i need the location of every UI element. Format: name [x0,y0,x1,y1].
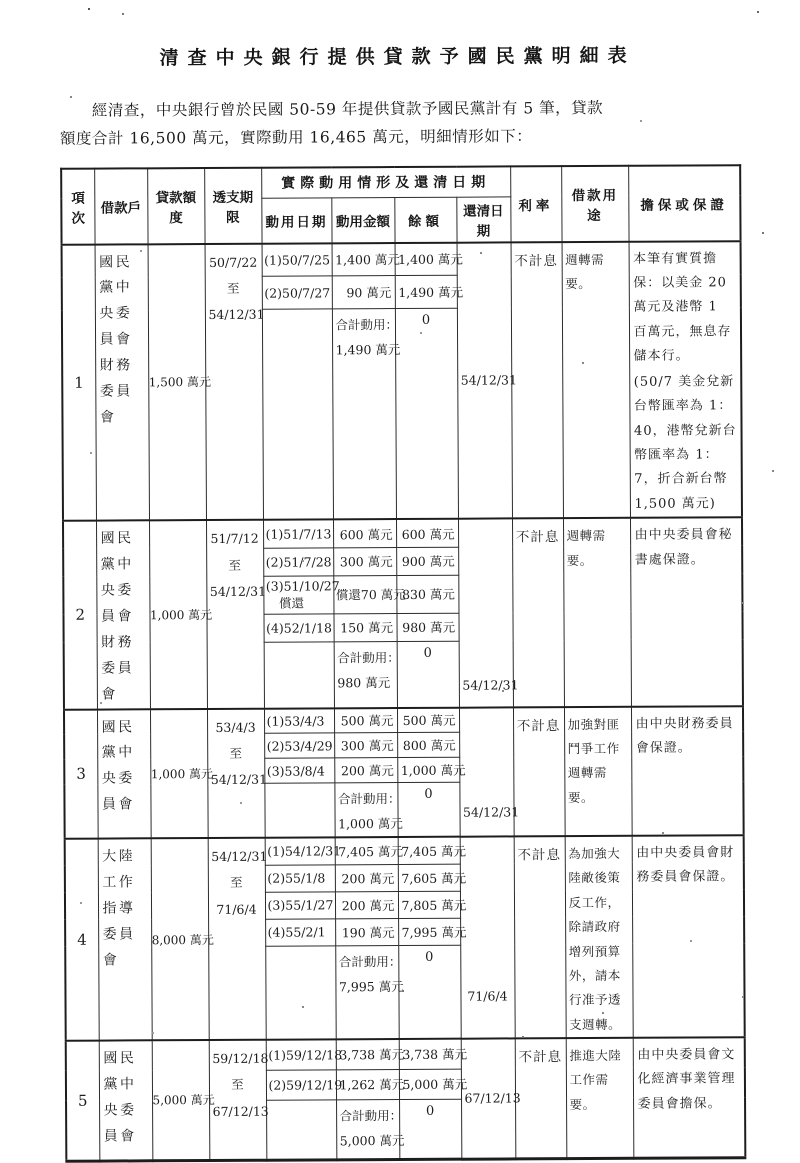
guarantee-cell: 由中央委員會文化經濟事業管理委員會擔保。 [633,1037,746,1158]
borrower-cell: 國民黨中央委員會財務委員會 [96,521,150,710]
item-no: 5 [66,1041,100,1161]
loan-record-3 [64,706,744,839]
purpose-cell: 加強對匪鬥爭工作週轉需要。 [564,706,632,836]
total-used-cell [334,641,400,708]
balance-cell: 1,400 萬元 [395,242,457,275]
item-no: 2 [63,521,97,709]
loan-record-1 [62,241,742,521]
usage-amount-cell: 200 萬元 [335,891,398,918]
usage-date-cell: (4)55/2/1 [265,918,335,945]
period-from: 53/4/3 [215,719,256,735]
total-used-cell [335,945,404,1039]
balance-cell: 500 萬元 [397,707,459,732]
total-used-cell [336,1099,405,1159]
period-to: 54/12/31 [210,771,268,788]
scan-noise-speckles [0,0,2,2]
repaid-date-cell: 67/12/13 [461,1038,516,1158]
usage-date-cell: (2)50/7/27 [262,276,332,309]
usage-date-cell: (2)53/4/29 [264,733,334,758]
usage-date-cell-empty [264,642,334,709]
loan-detail-table [60,164,746,1162]
period-to-label: 至 [229,745,243,761]
usage-amount-cell: 200 萬元 [334,758,397,783]
usage-row [65,835,744,866]
col-header-repaid-date: 還清日期 [456,196,510,242]
guarantee-cell [629,241,742,518]
purpose-cell: 為加強大陸敵後策反工作，除請政府增列預算外，請本行准予透支週轉。 [565,836,633,1038]
loan-amount-cell: 1,000 萬元 [149,520,207,709]
period-from: 51/7/12 [210,531,259,547]
col-header-amount: 貸款額度 [147,168,204,244]
total-balance-cell: 0 [397,782,459,837]
period-to: 71/6/4 [216,901,257,917]
usage-date-cell-empty [262,309,333,520]
usage-amount-cell: 7,405 萬元 [335,837,398,864]
loan-record-4 [65,835,745,1041]
purpose-cell: 週轉需要。 [563,518,631,707]
loan-amount-cell: 1,000 萬元 [150,709,208,839]
usage-amount-cell: 1,400 萬元 [332,243,395,276]
balance-cell: 3,738 萬元 [399,1039,461,1069]
balance-cell: 600 萬元 [396,519,458,547]
usage-date-cell: (1)54/12/31 [265,837,335,864]
usage-date-cell: (1)53/4/3 [264,708,334,733]
col-header-no: 項次 [61,169,94,245]
balance-cell: 7,995 萬元 [398,918,460,945]
period-cell [208,838,266,1040]
guarantee-cell: 由中央委員會財務委員會保證。 [632,835,745,1038]
usage-date-cell-empty [265,945,335,1039]
total-label: 合計動用： [339,1107,403,1123]
usage-amount-cell: 300 萬元 [333,547,396,575]
period-from: 59/12/18 [212,1050,269,1067]
page-title: 清查中央銀行提供貸款予國民黨明細表 [159,44,636,70]
col-header-period: 透支期限 [204,168,261,244]
total-used-cell [332,309,401,520]
usage-amount-cell: 600 萬元 [333,519,396,547]
col-header-rate: 利率 [510,166,561,242]
usage-date: (3)51/10/27 [265,578,340,594]
borrower-cell: 大陸工作指導委員會 [98,838,152,1040]
borrower-cell: 國民黨中央委員會 [99,1040,153,1160]
usage-date-cell: (3)53/8/4 [264,758,334,783]
loan-record-2 [63,518,743,710]
usage-amount-cell: 190 萬元 [335,918,398,945]
guarantee-text: 本筆有實質擔保：以美金 20 萬元及港幣 1 百萬元，無息存儲本行。 [633,250,732,365]
intro-line-1: 經清查，中央銀行曾於民國 50-59 年提供貸款予國民黨計有 5 筆，貸款 [91,98,604,120]
total-amount: 1,490 萬元 [335,341,401,358]
usage-date-cell: (1)50/7/25 [262,243,332,276]
period-cell [206,520,267,709]
usage-row [62,241,741,278]
intro-line-2: 額度合計 16,500 萬元，實際動用 16,465 萬元，明細情形如下： [59,127,533,148]
period-from: 54/12/31 [211,848,268,865]
balance-cell: 7,605 萬元 [398,864,460,891]
balance-cell: 900 萬元 [396,547,458,575]
repaid-date-cell: 54/12/31 [459,707,514,837]
repaid-date-cell: 71/6/4 [460,836,515,1038]
period-cell [205,243,263,520]
balance-cell: 800 萬元 [397,732,459,757]
period-cell [207,708,268,838]
period-to-label: 至 [231,1077,244,1093]
table-header [61,165,740,244]
total-balance-cell: 0 [399,1099,461,1159]
total-label: 合計動用： [337,791,401,807]
repaid-date-cell: 54/12/31 [457,242,512,519]
loan-amount-cell: 5,000 萬元 [152,1040,210,1160]
usage-row [63,518,742,550]
usage-date-note: 償還 [278,595,304,611]
guarantee-note: (50/7 美金兌新台幣匯率為 1：40，港幣兌新台幣匯率為 1：7，折合新台幣 1,500 萬元) [633,373,737,512]
usage-date-cell: (2)59/12/19 [266,1069,336,1099]
usage-amount-cell: 200 萬元 [335,864,398,891]
col-header-usage-date: 動用日期 [261,197,331,243]
balance-cell: 980 萬元 [396,613,458,641]
loan-amount-cell: 1,500 萬元 [148,244,206,521]
balance-cell: 5,000 萬元 [399,1069,461,1099]
rate-cell: 不計息 [515,1038,567,1158]
total-balance-cell: 0 [395,308,458,519]
usage-date-cell: (2)51/7/28 [263,548,333,576]
usage-date-cell: (2)55/1/8 [265,864,335,891]
total-label: 合計動用： [338,953,402,969]
borrower-cell: 國民黨中央委員會財務委員會 [95,244,149,521]
purpose-cell: 推進大陸工作需要。 [566,1038,634,1158]
item-no: 3 [64,709,98,839]
usage-date-cell: (4)52/1/18 [263,614,333,642]
repaid-date-cell: 54/12/31 [458,519,513,708]
usage-date-cell-empty [266,1099,336,1159]
usage-date-cell: (3)55/1/27 [265,891,335,918]
usage-amount-cell: 3,738 萬元 [336,1039,399,1069]
usage-amount-cell: 90 萬元 [332,276,395,309]
usage-amount-cell: 1,262 萬元 [336,1069,399,1099]
total-balance-cell: 0 [398,945,460,1039]
col-header-guarantee: 擔保或保證 [628,165,740,241]
col-header-usage-amount: 動用金額 [331,197,394,243]
guarantee-cell: 由中央委員會秘書處保證。 [630,518,743,707]
borrower-cell: 國民黨中央委員會 [97,709,151,839]
balance-cell: 1,000 萬元 [397,757,459,782]
period-to-label: 至 [228,557,242,573]
total-amount: 7,995 萬元 [338,978,404,994]
usage-date-cell: (1)59/12/18 [266,1039,336,1069]
col-header-usage-group: 實際動用情形及還清日期 [261,166,510,197]
purpose-cell: 週轉需要。 [562,241,630,518]
period-to-label: 至 [230,875,243,891]
period-from: 50/7/22 [209,254,258,270]
usage-amount-cell: 500 萬元 [334,708,397,733]
loan-amount-cell: 8,000 萬元 [151,838,209,1040]
col-header-purpose: 借款用途 [561,166,628,242]
col-header-balance: 餘額 [394,197,456,243]
rate-cell: 不計息 [513,707,565,837]
total-used-cell [334,783,403,838]
col-header-borrower: 借款戶 [94,168,147,244]
balance-cell: 1,490 萬元 [395,275,457,308]
usage-row [64,706,743,735]
intro-paragraph [60,93,740,153]
period-to: 67/12/13 [212,1103,269,1119]
usage-date-cell [263,576,340,614]
usage-row [66,1037,745,1071]
item-no: 1 [62,244,96,521]
guarantee-cell: 由中央財務委員會保證。 [631,706,744,836]
total-label: 合計動用： [337,649,400,666]
period-cell [209,1040,267,1160]
item-no: 4 [65,839,99,1041]
usage-amount-cell: 償還70 萬元 [333,575,396,613]
total-balance-cell: 0 [397,641,459,708]
rate-cell: 不計息 [514,836,566,1038]
rate-cell: 不計息 [511,242,563,519]
usage-amount-cell: 150 萬元 [333,613,396,641]
period-to: 54/12/31 [209,583,267,599]
total-amount: 5,000 萬元 [339,1132,405,1148]
period-to-label: 至 [226,280,240,296]
usage-amount-cell: 300 萬元 [334,733,397,758]
total-amount: 1,000 萬元 [338,816,403,832]
total-label: 合計動用： [335,317,399,333]
balance-cell: 7,805 萬元 [398,891,460,918]
balance-cell: 7,405 萬元 [398,837,460,864]
total-amount: 980 萬元 [337,674,391,691]
period-to: 54/12/31 [208,306,265,323]
usage-date-cell: (1)51/7/13 [263,520,333,548]
usage-date-cell-empty [264,783,334,838]
loan-record-5 [66,1037,746,1161]
balance-cell: 830 萬元 [396,575,458,613]
rate-cell: 不計息 [512,518,564,706]
